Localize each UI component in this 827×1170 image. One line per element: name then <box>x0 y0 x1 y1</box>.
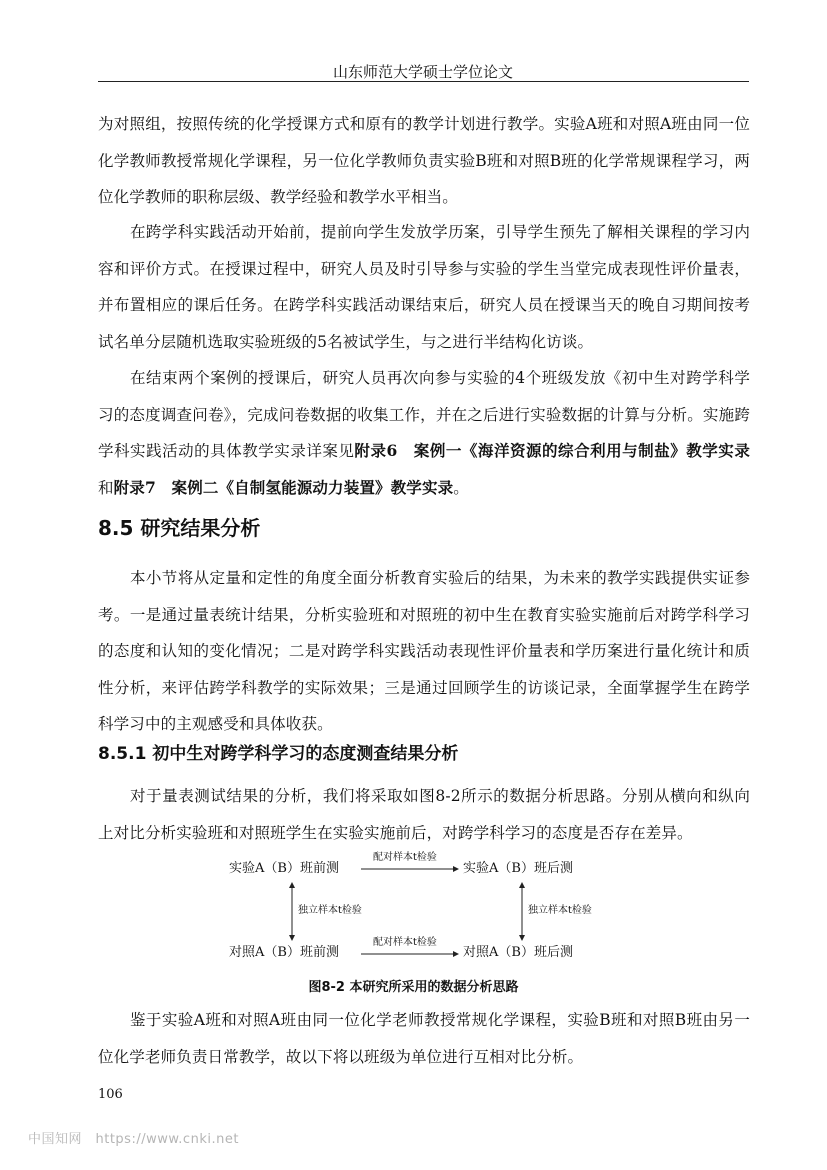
box-control-pretest: 对照A（B）班前测 <box>229 945 339 960</box>
paragraph-3-conjunction: 和 <box>98 478 114 497</box>
paragraph-2: 在跨学科实践活动开始前，提前向学生发放学历案，引导学生预先了解相关课程的学习内容和评价方式。在授课过程中，研究人员及时引导参与实验的学生当堂完成表现性评价量表，并布置相应的课后任务。在跨学科实践活动课结束后，研究人员在授课当天的晚自习期间按考试名单分层随机选取实验班级的5名被试学生，与之进行半结构化访谈。 <box>98 223 750 351</box>
section-heading-8-5-1: 8.5.1 初中生对跨学科学习的态度测查结果分析 <box>98 744 459 764</box>
header-rule <box>98 81 749 82</box>
appendix-7-reference: 附录7 案例二《自制氢能源动力装置》教学实录 <box>113 477 454 497</box>
paragraph-1: 为对照组，按照传统的化学授课方式和原有的教学计划进行教学。实验A班和对照A班由同一位化学教师教授常规化学课程，另一位化学教师负责实验B班和对照B班的化学常规课程学习，两位化学教师的职称层级、教学经验和教学水平相当。 <box>98 115 750 206</box>
box-experiment-pretest: 实验A（B）班前测 <box>229 861 339 876</box>
figure-caption: 图8-2 本研究所采用的数据分析思路 <box>308 980 519 995</box>
box-control-posttest: 对照A（B）班后测 <box>463 945 573 960</box>
appendix-6-reference: 附录6 案例一《海洋资源的综合利用与制盐》教学实录 <box>354 441 750 460</box>
box-experiment-posttest: 实验A（B）班后测 <box>463 861 573 876</box>
section-heading-8-5: 8.5 研究结果分析 <box>98 516 261 540</box>
paragraph-3-text: 在结束两个案例的授课后，研究人员再次向参与实验的4个班级发放《初中生对跨学科学习的态度调查问卷》，完成问卷数据的收集工作，并在之后进行实验数据的计算与分析。实施跨学科实践活动的具体教学实录详案见 <box>98 369 750 460</box>
analysis-diagram <box>225 848 615 968</box>
paragraph-4: 本小节将从定量和定性的角度全面分析教育实验后的结果，为未来的教学实践提供实证参考。一是通过量表统计结果，分析实验班和对照班的初中生在教育实验实施前后对跨学科学习的态度和认知的变化情况；二是对跨学科实践活动表现性评价量表和学历案进行量化统计和质性分析，来评估跨学科教学的实际效果；三是通过回顾学生的访谈记录，全面掌握学生在跨学科学习中的主观感受和具体收获。 <box>98 569 750 733</box>
cnki-watermark: 中国知网 https://www.cnki.net <box>28 1132 239 1147</box>
label-independent-t-left: 独立样本t检验 <box>298 905 362 916</box>
paragraph-5: 对于量表测试结果的分析，我们将采取如图8-2所示的数据分析思路。分别从横向和纵向上对比分析实验班和对照班学生在实验实施前后，对跨学科学习的态度是否存在差异。 <box>98 787 750 842</box>
label-paired-t-top: 配对样本t检验 <box>373 852 437 863</box>
paragraph-3 <box>98 360 750 506</box>
label-paired-t-bottom: 配对样本t检验 <box>373 937 437 948</box>
paragraph-6: 鉴于实验A班和对照A班由同一位化学老师教授常规化学课程，实验B班和对照B班由另一位化学老师负责日常教学，故以下将以班级为单位进行互相对比分析。 <box>98 1011 750 1066</box>
paragraph-3-end: 。 <box>453 478 469 497</box>
page-header-title: 山东师范大学硕士学位论文 <box>332 63 513 81</box>
page-number: 106 <box>98 1087 123 1102</box>
label-independent-t-right: 独立样本t检验 <box>528 905 592 916</box>
